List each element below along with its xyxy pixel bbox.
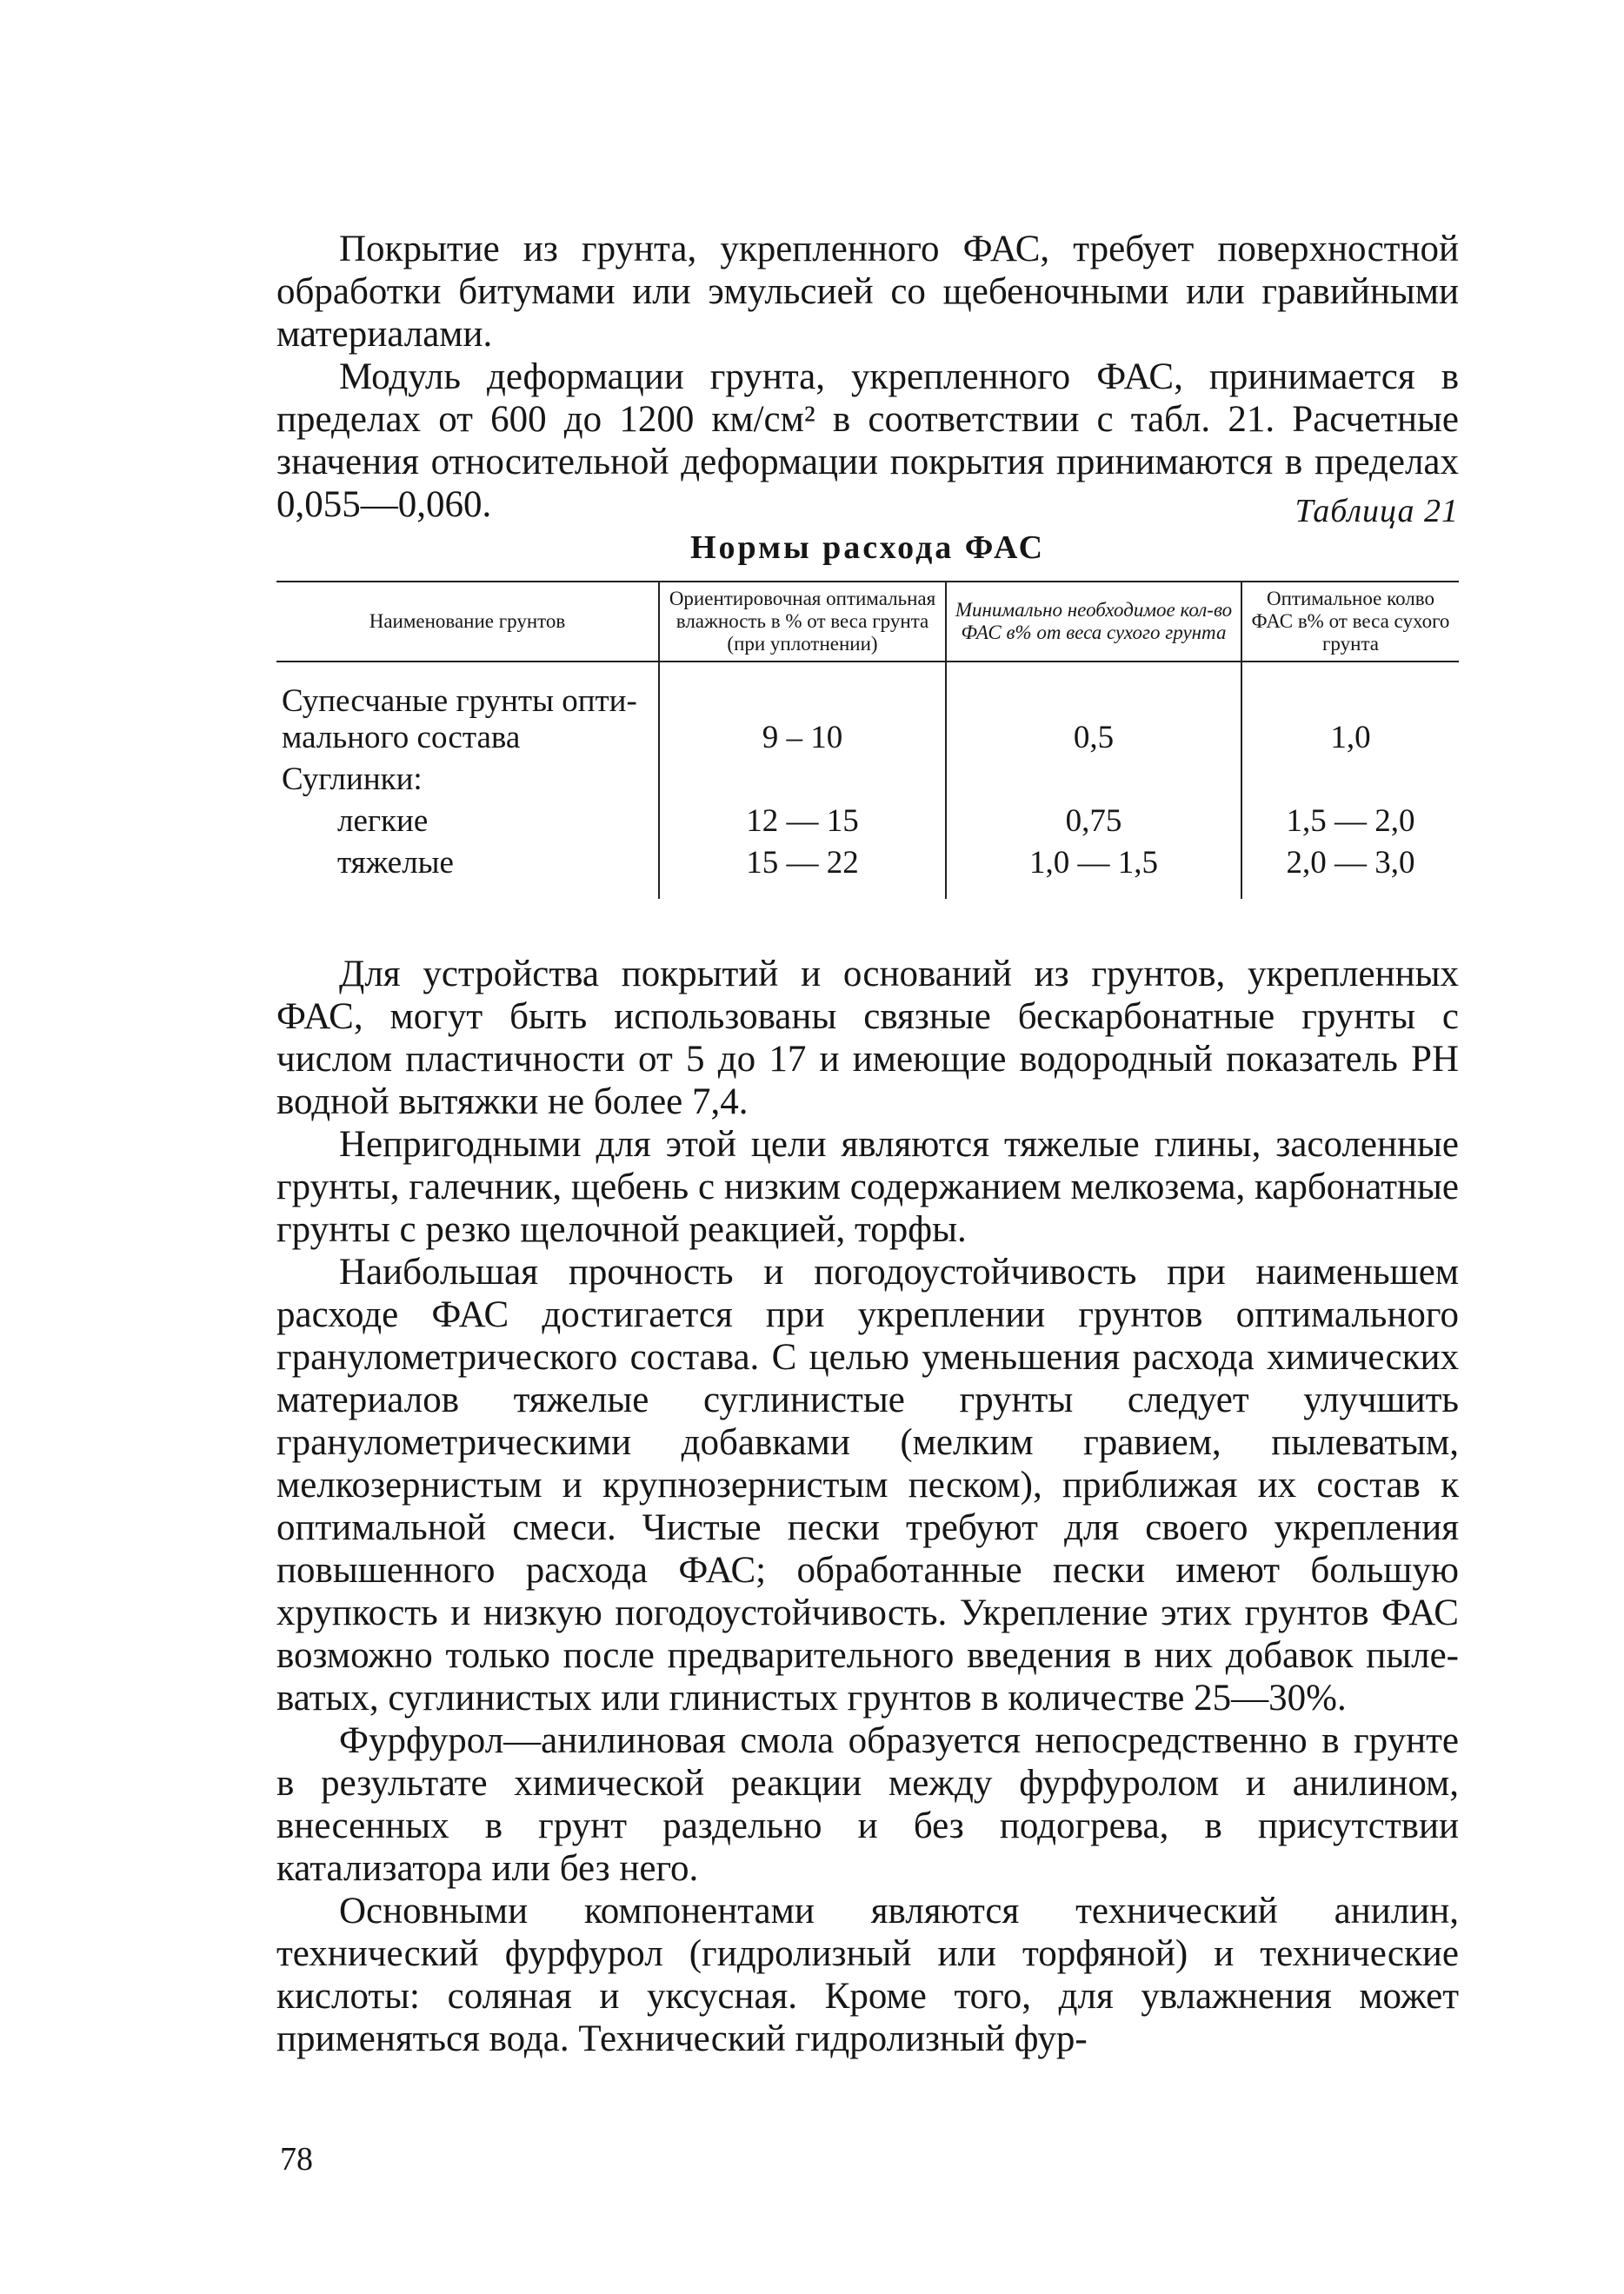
table-header-row bbox=[276, 582, 1459, 662]
cell-min: 1,0 — 1,5 bbox=[946, 840, 1241, 881]
paragraph-1: Покрытие из грунта, укрепленного ФАС, требует поверхностной обработки битумами или эмульсией со щебеночными или гравийными материалами. bbox=[276, 229, 1459, 355]
table-row bbox=[276, 680, 1459, 756]
table-row bbox=[276, 756, 1459, 798]
page-number: 78 bbox=[280, 2141, 313, 2178]
text-block-top bbox=[276, 228, 1459, 526]
cell-name: тяжелые bbox=[337, 845, 454, 881]
norms-table bbox=[276, 581, 1459, 899]
col-header-min-fas: Минимально необходимое кол-во ФАС в% от веса сухого грунта bbox=[946, 582, 1241, 662]
table-row bbox=[276, 798, 1459, 840]
cell-name: Супесчаные грунты оптимального состава bbox=[282, 683, 637, 755]
cell-moisture: 12 — 15 bbox=[659, 798, 946, 840]
table-spacer-row bbox=[276, 881, 1459, 899]
cell-min: 0,75 bbox=[946, 798, 1241, 840]
cell-opt: 1,5 — 2,0 bbox=[1241, 798, 1459, 840]
cell-opt: 2,0 — 3,0 bbox=[1241, 840, 1459, 881]
paragraph-2: Модуль деформации грунта, укрепленного ФАС, принимается в пределах от 600 до 1200 км/см² в соответствии с табл. 21. Расчетные значения относительной деформации покрытия принимаются в пределах 0,055—0,060. bbox=[276, 356, 1459, 525]
cell-min bbox=[946, 756, 1241, 798]
col-header-moisture: Ориентировочная оптимальная влажность в % от веса грунта (при уплотнении) bbox=[659, 582, 946, 662]
table-caption: Таблица 21 bbox=[1295, 493, 1459, 529]
table-row bbox=[276, 840, 1459, 881]
cell-moisture bbox=[659, 756, 946, 798]
text-block-bottom bbox=[276, 953, 1459, 2060]
paragraph-3: Для устройства покрытий и оснований из грунтов, укрепленных ФАС, могут быть использованы связные бескарбонатные грунты с числом пластичности от 5 до 17 и имеющие водородный показатель РН водной вытяжки не более 7,4. bbox=[276, 954, 1459, 1122]
paragraph-4: Непригодными для этой цели являются тяжелые глины, засоленные грунты, галечник, щебень с низким содержанием мелкозема, карбонатные грунты с резко щелочной реакцией, торфы. bbox=[276, 1124, 1459, 1250]
cell-name: Суглинки: bbox=[282, 761, 423, 797]
table-title: Нормы расхода ФАС bbox=[689, 529, 1046, 566]
cell-name: легкие bbox=[337, 803, 429, 839]
cell-moisture: 9 – 10 bbox=[659, 680, 946, 756]
paragraph-5: Наибольшая прочность и погодоустойчивость при наименьшем расходе ФАС достигается при укреплении грунтов оптимального гранулометрического состава. С целью уменьшения расхода химических материалов тяжелые суглинистые грунты следует улучшить гранулометрическими добавками (мелким гравием, пылеватым, мелкозернистым и крупнозернистым песком), приближая их состав к оптимальной смеси. Чистые пески требуют для своего укрепления повышенного расхода ФАС; обработанные пески имеют большую хрупкость и низкую погодоустойчивость. Укрепление этих грунтов ФАС возможно только после предварительного введения в них добавок пылеватых, суглинистых или глинистых грунтов в количестве 25—30%. bbox=[276, 1252, 1459, 1719]
cell-min: 0,5 bbox=[946, 680, 1241, 756]
cell-opt: 1,0 bbox=[1241, 680, 1459, 756]
cell-opt bbox=[1241, 756, 1459, 798]
paragraph-7: Основными компонентами являются технический анилин, технический фурфурол (гидролизный или торфяной) и технические кислоты: соляная и уксусная. Кроме того, для увлажнения может применяться вода. Технический гидролизный фур- bbox=[276, 1891, 1459, 2059]
col-header-opt-fas: Оптимальное колво ФАС в% от веса сухого грунта bbox=[1241, 582, 1459, 662]
col-header-soil-name: Наименование грунтов bbox=[276, 582, 659, 662]
paragraph-6: Фурфурол—анилиновая смола образуется непосредственно в грунте в результате химической реакции между фурфуролом и анилином, внесенных в грунт раздельно и без подогрева, в присутствии катализатора или без него. bbox=[276, 1720, 1459, 1889]
cell-moisture: 15 — 22 bbox=[659, 840, 946, 881]
table-spacer-row bbox=[276, 662, 1459, 680]
